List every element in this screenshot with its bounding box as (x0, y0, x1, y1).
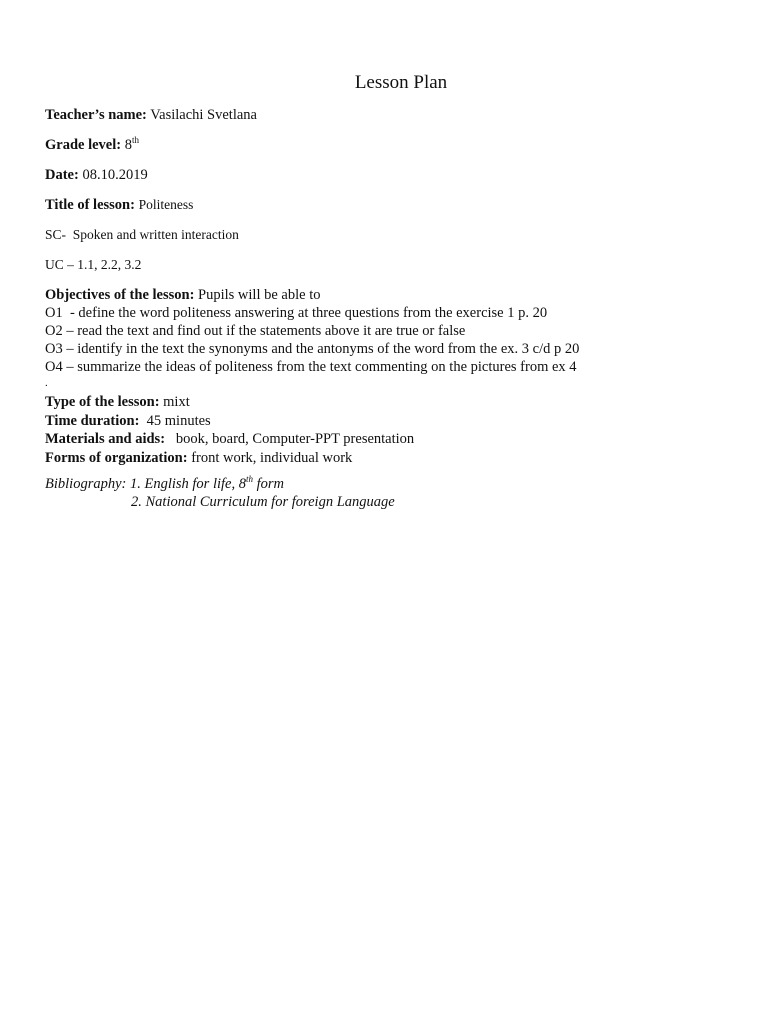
objectives-header (45, 286, 735, 304)
sc-row: SC- Spoken and written interaction (45, 227, 239, 242)
grade-level-row (45, 136, 735, 154)
objective-item: O4 – summarize the ideas of politeness from the text commenting on the pictures from ex 4 (45, 359, 577, 375)
grade-level-suffix: th (131, 135, 139, 146)
objectives-trailing-dot: . (45, 377, 48, 389)
bibliography-line-1 (45, 475, 735, 493)
date-label: Date: (45, 167, 79, 183)
materials-label: Materials and aids: (45, 431, 166, 447)
teacher-name-label: Teacher’s name (45, 107, 143, 123)
uc-row: UC – 1.1, 2.2, 3.2 (45, 257, 142, 272)
objective-item: O1 - define the word politeness answering at three questions from the exercise 1 p. 20 (45, 305, 548, 321)
bibliography-line-1-text: Bibliography: 1. English for life, 8 (45, 476, 246, 492)
forms-value: front work, individual work (191, 449, 353, 466)
date-value: 08.10.2019 (82, 167, 148, 183)
lesson-plan-page (45, 72, 735, 511)
objective-item: O3 – identify in the text the synonyms and the antonyms of the word from the ex. 3 c/d p 20 (45, 341, 580, 357)
objectives-label: Objectives of the lesson: (45, 287, 195, 303)
lesson-type-row (45, 393, 735, 412)
lesson-type-value: mixt (163, 394, 190, 410)
objective-item: O2 – read the text and find out if the statements above it are true or false (45, 323, 466, 339)
materials-value: book, board, Computer-PPT presentation (175, 431, 415, 447)
objectives-intro: Pupils will be able to (198, 287, 321, 303)
grade-level-label: Grade level: (45, 137, 122, 153)
time-duration-label: Time duration: (45, 412, 140, 429)
bibliography-line-2: 2. National Curriculum for foreign Language (131, 494, 395, 510)
time-duration-value: 45 minutes (146, 412, 211, 429)
teacher-name-row: Teacher’s name: Vasilachi Svetlana (45, 107, 257, 123)
bibliography-line-1-end: form (253, 476, 285, 492)
lesson-type-label: Type of the lesson: (45, 394, 160, 410)
page-title: Lesson Plan (354, 72, 448, 93)
materials-row (45, 430, 735, 449)
grade-level-value: 8 (124, 137, 132, 153)
lesson-title-value: Politeness (138, 197, 194, 212)
bibliography-section (45, 475, 735, 511)
time-duration-row (45, 412, 735, 431)
forms-label: Forms of organization: (45, 449, 188, 466)
lesson-info-section (45, 393, 735, 467)
lesson-title-label: Title of lesson: (45, 197, 135, 213)
date-row (45, 166, 735, 184)
lesson-title-row (45, 196, 735, 214)
bibliography-ordinal-suffix: th (245, 474, 253, 485)
teacher-name-value: Vasilachi Svetlana (150, 107, 257, 123)
forms-row (45, 449, 735, 468)
objectives-section (45, 286, 735, 390)
